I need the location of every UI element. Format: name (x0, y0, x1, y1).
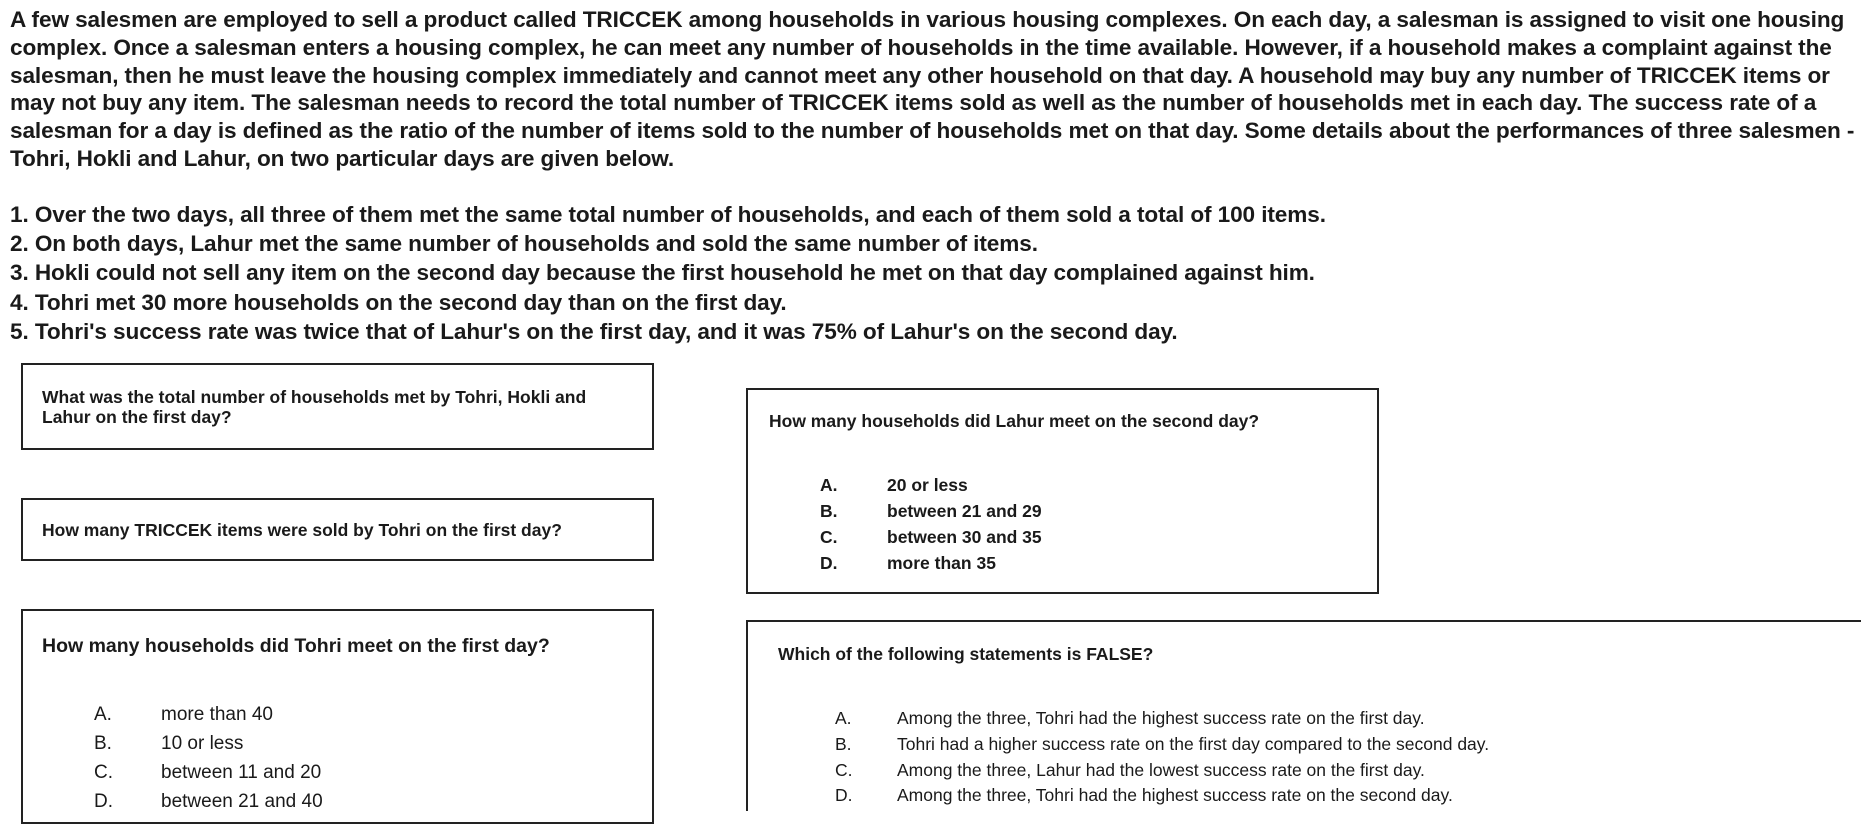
option-text: Among the three, Lahur had the lowest success rate on the first day. (897, 760, 1425, 780)
question-text: How many TRICCEK items were sold by Tohri on the first day? (42, 520, 562, 540)
option-letter: D. (835, 785, 853, 805)
option-text: more than 35 (887, 553, 996, 573)
option-letter: A. (820, 475, 838, 495)
passage-text: A few salesmen are employed to sell a product called TRICCEK among households in various housing complexes. On each day, a salesman is assigned to visit one housing complex. Once a salesman enters a housing complex, he can meet any number of households in the time available. However, if a household makes a complaint against the salesman, then he must leave the housing complex immediately and cannot meet any other household on that day. A household may buy any number of TRICCEK items or may not buy any item. The salesman needs to record the total number of TRICCEK items sold as well as the number of households met in each day. The success rate of a salesman for a day is defined as the ratio of the number of items sold to the number of households met on that day. Some details about the performances of three salesmen - Tohri, Hokli and Lahur, on two particular days are given below. (10, 7, 1855, 171)
condition-item: 3. Hokli could not sell any item on the second day because the first household he met on that day complained against him. (10, 260, 1315, 286)
condition-item: 1. Over the two days, all three of them met the same total number of households, and each of them sold a total of 100 items. (10, 202, 1326, 227)
option-text: 20 or less (887, 475, 968, 495)
option-text: Among the three, Tohri had the highest success rate on the first day. (897, 708, 1425, 728)
question-box-lahur-households (746, 388, 1379, 594)
option-text: between 30 and 35 (887, 527, 1042, 547)
condition-item: 2. On both days, Lahur met the same number of households and sold the same number of items. (10, 231, 1038, 257)
option-letter: C. (835, 760, 853, 780)
option-text: Among the three, Tohri had the highest success rate on the second day. (897, 785, 1453, 805)
question-box-false-statement (746, 620, 1861, 811)
option-text: between 11 and 20 (161, 762, 322, 783)
conditions-list (10, 200, 1326, 346)
option-text: Tohri had a higher success rate on the first day compared to the second day. (897, 734, 1490, 754)
question-text: What was the total number of households met by Tohri, Hokli and Lahur on the first day? (42, 387, 587, 427)
question-text: How many households did Lahur meet on the second day? (769, 411, 1260, 431)
option-letter: B. (94, 733, 112, 754)
option-text: more than 40 (161, 704, 273, 725)
option-letter: B. (820, 501, 838, 521)
option-text: between 21 and 40 (161, 791, 323, 812)
question-box-tohri-households (21, 609, 654, 824)
condition-item: 5. Tohri's success rate was twice that of Lahur's on the first day, and it was 75% of Lahur's on the second day. (10, 318, 1178, 344)
option-text: 10 or less (161, 733, 244, 754)
option-letter: A. (835, 708, 852, 728)
condition-item: 4. Tohri met 30 more households on the second day than on the first day. (10, 289, 787, 315)
question-box-total-households (21, 363, 654, 450)
option-letter: A. (94, 704, 112, 725)
option-letter: D. (820, 553, 838, 573)
question-text: Which of the following statements is FALSE? (778, 644, 1154, 664)
option-letter: C. (94, 762, 113, 783)
option-letter: C. (820, 527, 838, 547)
option-letter: B. (835, 734, 852, 754)
option-text: between 21 and 29 (887, 501, 1042, 521)
question-text: How many households did Tohri meet on the first day? (42, 635, 550, 657)
option-letter: D. (94, 791, 113, 812)
question-box-tohri-items (21, 498, 654, 561)
